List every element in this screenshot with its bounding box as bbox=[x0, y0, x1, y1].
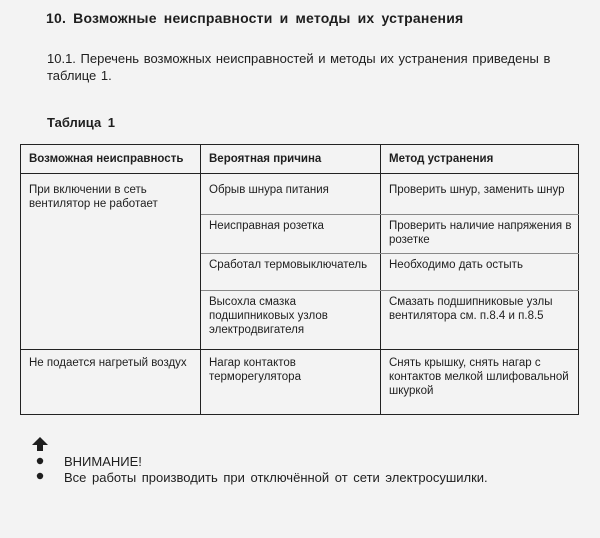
section-heading: 10. Возможные неисправности и методы их устранения bbox=[46, 10, 464, 26]
remedy-cell: Проверить шнур, заменить шнур bbox=[381, 174, 579, 215]
warning-arrow-icon bbox=[30, 437, 50, 481]
remedy-cell: Смазать подшипниковые узлы вентилятора см. п.8.4 и п.8.5 bbox=[381, 291, 579, 350]
remedy-cell: Проверить наличие напряжения в розетке bbox=[381, 215, 579, 254]
notice-title: ВНИМАНИЕ! bbox=[64, 454, 142, 469]
table-caption: Таблица 1 bbox=[47, 115, 116, 130]
cause-cell: Неисправная розетка bbox=[201, 215, 381, 254]
faults-table bbox=[20, 144, 579, 415]
table-row bbox=[21, 350, 579, 415]
header-remedy: Метод устранения bbox=[381, 145, 579, 174]
table-row bbox=[21, 174, 579, 215]
cause-cell: Нагар контактов терморегулятора bbox=[201, 350, 381, 415]
fault-cell: При включении в сеть вентилятор не работает bbox=[21, 174, 201, 350]
section-intro: 10.1. Перечень возможных неисправностей и методы их устранения приведены в таблице 1. bbox=[47, 51, 551, 83]
header-fault: Возможная неисправность bbox=[21, 145, 201, 174]
notice-text: Все работы производить при отключённой от сети электросушилки. bbox=[64, 470, 488, 485]
header-cause: Вероятная причина bbox=[201, 145, 381, 174]
table-header-row bbox=[21, 145, 579, 174]
remedy-cell: Снять крышку, снять нагар с контактов мелкой шлифовальной шкуркой bbox=[381, 350, 579, 415]
remedy-cell: Необходимо дать остыть bbox=[381, 254, 579, 291]
cause-cell: Высохла смазка подшипниковых узлов электродвигателя bbox=[201, 291, 381, 350]
cause-cell: Обрыв шнура питания bbox=[201, 174, 381, 215]
fault-cell: Не подается нагретый воздух bbox=[21, 350, 201, 415]
cause-cell: Сработал термовыключатель bbox=[201, 254, 381, 291]
